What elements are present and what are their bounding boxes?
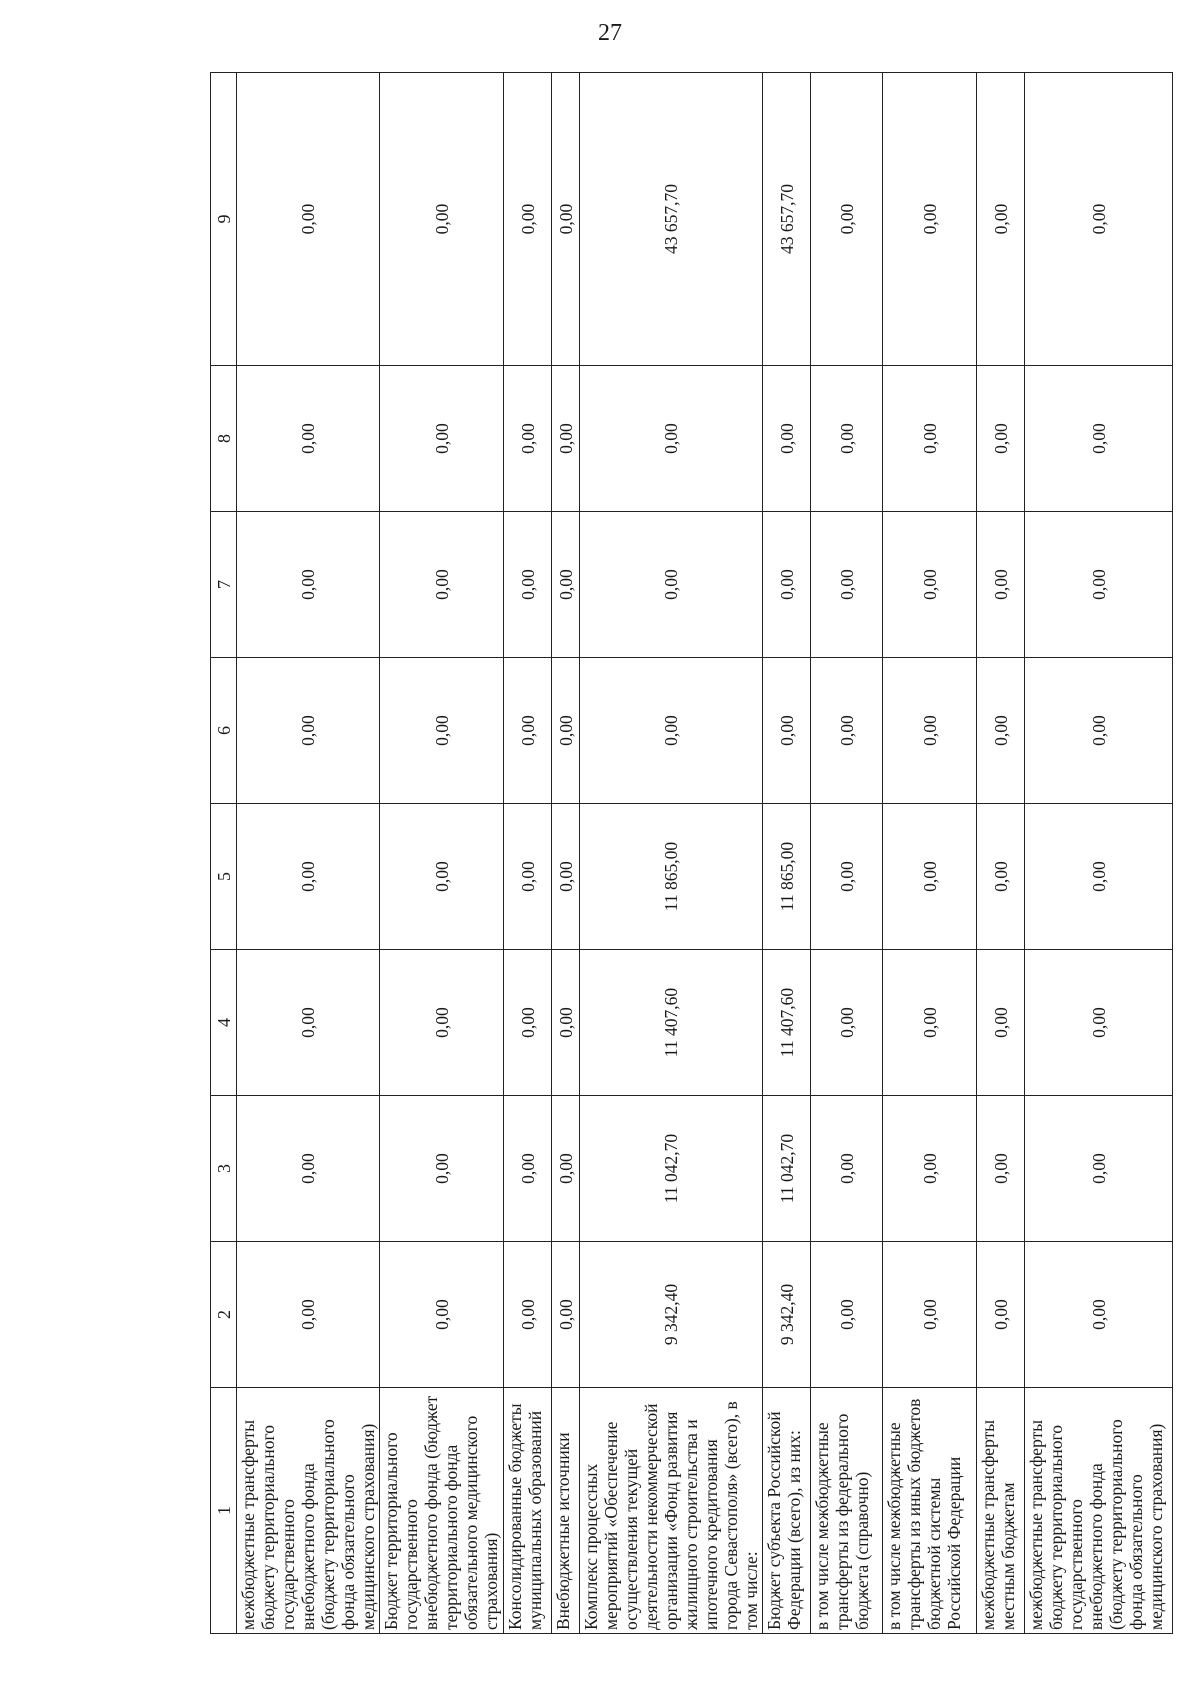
cell-value: 11 042,70 [763,1096,811,1242]
cell-value: 0,00 [237,804,380,950]
table-frame [210,73,1166,1634]
cell-value: 0,00 [811,512,883,658]
table-row [1025,73,1173,1634]
cell-value: 0,00 [552,73,580,366]
table-row [580,73,763,1634]
cell-value: 0,00 [237,512,380,658]
cell-value: 0,00 [1025,950,1173,1096]
cell-value: 0,00 [380,950,504,1096]
column-number: 1 [211,1388,237,1634]
column-number: 3 [211,1096,237,1242]
cell-value: 0,00 [811,1242,883,1388]
cell-value: 0,00 [237,658,380,804]
cell-value: 0,00 [811,1096,883,1242]
row-label: межбюджетные трансферты местным бюджетам [977,1388,1025,1634]
cell-value: 43 657,70 [580,73,763,366]
cell-value: 0,00 [977,658,1025,804]
cell-value: 0,00 [811,804,883,950]
cell-value: 0,00 [883,1242,977,1388]
cell-value: 0,00 [977,73,1025,366]
table-row [237,73,380,1634]
cell-value: 0,00 [552,804,580,950]
table-row [811,73,883,1634]
cell-value: 0,00 [552,1242,580,1388]
cell-value: 0,00 [811,950,883,1096]
row-label: межбюджетные трансферты бюджету территориального государственного внебюджетного фонда (бюджету территориального фонда обязательного медицинского страхования) [1025,1388,1173,1634]
table-row [380,73,504,1634]
cell-value: 0,00 [580,366,763,512]
cell-value: 0,00 [883,366,977,512]
cell-value: 0,00 [504,512,552,658]
cell-value: 0,00 [237,950,380,1096]
cell-value: 0,00 [883,658,977,804]
column-number: 9 [211,73,237,366]
cell-value: 0,00 [977,1096,1025,1242]
cell-value: 0,00 [380,658,504,804]
row-label: Внебюджетные источники [552,1388,580,1634]
row-label: Бюджет субъекта Российской Федерации (всего), из них: [763,1388,811,1634]
table-body [211,73,1173,1634]
cell-value: 0,00 [763,366,811,512]
column-number: 4 [211,950,237,1096]
cell-value: 0,00 [883,1096,977,1242]
row-label: межбюджетные трансферты бюджету территориального государственного внебюджетного фонда (бюджету территориального фонда обязательного медицинского страхования) [237,1388,380,1634]
cell-value: 0,00 [580,512,763,658]
cell-value: 0,00 [504,950,552,1096]
row-label: Комплекс процессных мероприятий «Обеспечение осуществления текущей деятельности некоммерческой организации «Фонд развития жилищного строительства и ипотечного кредитования города Севастополя» (всего), в том числе: [580,1388,763,1634]
cell-value: 0,00 [1025,658,1173,804]
cell-value: 0,00 [580,658,763,804]
cell-value: 0,00 [977,512,1025,658]
cell-value: 0,00 [237,73,380,366]
cell-value: 0,00 [1025,73,1173,366]
cell-value: 0,00 [552,950,580,1096]
cell-value: 43 657,70 [763,73,811,366]
cell-value: 0,00 [1025,1096,1173,1242]
cell-value: 0,00 [552,658,580,804]
cell-value: 0,00 [552,1096,580,1242]
column-number: 7 [211,512,237,658]
cell-value: 0,00 [1025,804,1173,950]
cell-value: 0,00 [883,512,977,658]
cell-value: 0,00 [883,73,977,366]
column-number-row [211,73,237,1634]
cell-value: 0,00 [977,804,1025,950]
cell-value: 0,00 [883,804,977,950]
cell-value: 0,00 [504,73,552,366]
cell-value: 0,00 [380,1096,504,1242]
cell-value: 11 407,60 [580,950,763,1096]
cell-value: 0,00 [380,512,504,658]
cell-value: 0,00 [1025,366,1173,512]
cell-value: 0,00 [504,804,552,950]
column-number: 5 [211,804,237,950]
cell-value: 0,00 [380,366,504,512]
cell-value: 0,00 [504,1242,552,1388]
cell-value: 0,00 [504,1096,552,1242]
cell-value: 0,00 [237,1096,380,1242]
cell-value: 11 865,00 [763,804,811,950]
row-label: в том числе межбюджетные трансферты из федерального бюджета (справочно) [811,1388,883,1634]
column-number: 6 [211,658,237,804]
table-row [552,73,580,1634]
cell-value: 0,00 [977,366,1025,512]
cell-value: 0,00 [1025,512,1173,658]
cell-value: 11 407,60 [763,950,811,1096]
cell-value: 0,00 [763,512,811,658]
table-row [763,73,811,1634]
cell-value: 9 342,40 [763,1242,811,1388]
cell-value: 0,00 [763,658,811,804]
cell-value: 0,00 [380,804,504,950]
cell-value: 0,00 [977,950,1025,1096]
cell-value: 0,00 [237,1242,380,1388]
cell-value: 0,00 [811,658,883,804]
cell-value: 0,00 [237,366,380,512]
table-row [883,73,977,1634]
cell-value: 0,00 [552,512,580,658]
cell-value: 0,00 [883,950,977,1096]
cell-value: 0,00 [1025,1242,1173,1388]
cell-value: 0,00 [811,73,883,366]
cell-value: 0,00 [811,366,883,512]
table-row [504,73,552,1634]
cell-value: 11 042,70 [580,1096,763,1242]
cell-value: 0,00 [504,366,552,512]
cell-value: 0,00 [380,1242,504,1388]
cell-value: 11 865,00 [580,804,763,950]
row-label: Бюджет территориального государственного внебюджетного фонда (бюджет территориального фонда обязательного медицинского страхования) [380,1388,504,1634]
column-number: 8 [211,366,237,512]
cell-value: 0,00 [380,73,504,366]
cell-value: 0,00 [552,366,580,512]
page-number: 27 [598,20,622,46]
row-label: Консолидированные бюджеты муниципальных образований [504,1388,552,1634]
cell-value: 0,00 [977,1242,1025,1388]
table-row [977,73,1025,1634]
row-label: в том числе межбюджетные трансферты из иных бюджетов бюджетной системы Российской Федерации [883,1388,977,1634]
cell-value: 0,00 [504,658,552,804]
column-number: 2 [211,1242,237,1388]
cell-value: 9 342,40 [580,1242,763,1388]
budget-table [210,72,1173,1634]
